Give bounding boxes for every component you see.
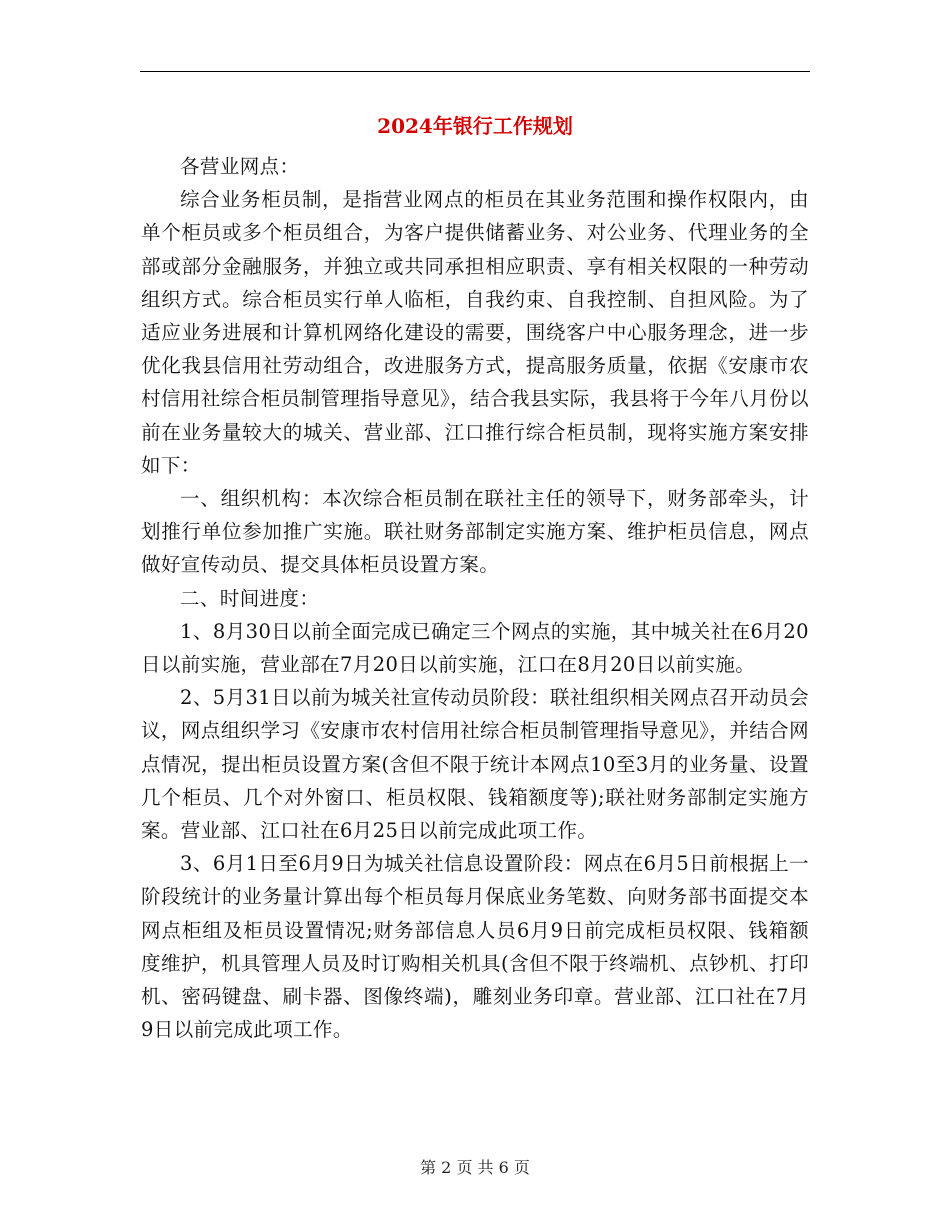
document-title: 2024年银行工作规划 [377,114,573,138]
header-rule [140,71,810,72]
schedule-item-1: 1、8月30日以前全面完成已确定三个网点的实施，其中城关社在6月20日以前实施，营业部在7月20日以前实施，江口在8月20日以前实施。 [141,619,809,677]
section-organization: 一、组织机构：本次综合柜员制在联社主任的领导下，财务部牵头，计划推行单位参加推广实施。联社财务部制定实施方案、维护柜员信息，网点做好宣传动员、提交具体柜员设置方案。 [141,487,809,577]
intro-paragraph: 综合业务柜员制，是指营业网点的柜员在其业务范围和操作权限内，由单个柜员或多个柜员组合，为客户提供储蓄业务、对公业务、代理业务的全部或部分金融服务，并独立或共同承担相应职责、享有相关权限的一种劳动组织方式。综合柜员实行单人临柜，自我约束、自我控制、自担风险。为了适应业务进展和计算机网络化建设的需要，围绕客户中心服务理念，进一步优化我县信用社劳动组合，改进服务方式，提高服务质量，依据《安康市农村信用社综合柜员制管理指导意见》，结合我县实际，我县将于今年八月份以前在业务量较大的城关、营业部、江口推行综合柜员制，现将实施方案安排如下： [141,188,809,477]
salutation: 各营业网点： [180,155,300,178]
section-schedule-heading: 二、时间进度： [180,586,320,610]
page-number-footer: 第 2 页 共 6 页 [420,1158,530,1177]
document-body [141,150,809,1046]
schedule-item-3: 3、6月1日至6月9日为城关社信息设置阶段：网点在6月5日前根据上一阶段统计的业务量计算出每个柜员每月保底业务笔数、向财务部书面提交本网点柜组及柜员设置情况;财务部信息人员6月9日前完成柜员权限、钱箱额度维护，机具管理人员及时订购相关机具(含但不限于终端机、点钞机、打印机、密码键盘、刷卡器、图像终端)，雕刻业务印章。营业部、江口社在7月9日以前完成此项工作。 [141,852,809,1042]
schedule-item-2: 2、5月31日以前为城关社宣传动员阶段：联社组织相关网点召开动员会议，网点组织学习《安康市农村信用社综合柜员制管理指导意见》，并结合网点情况，提出柜员设置方案(含但不限于统计本网点10至3月的业务量、设置几个柜员、几个对外窗口、柜员权限、钱箱额度等);联社财务部制定实施方案。营业部、江口社在6月25日以前完成此项工作。 [141,686,809,843]
